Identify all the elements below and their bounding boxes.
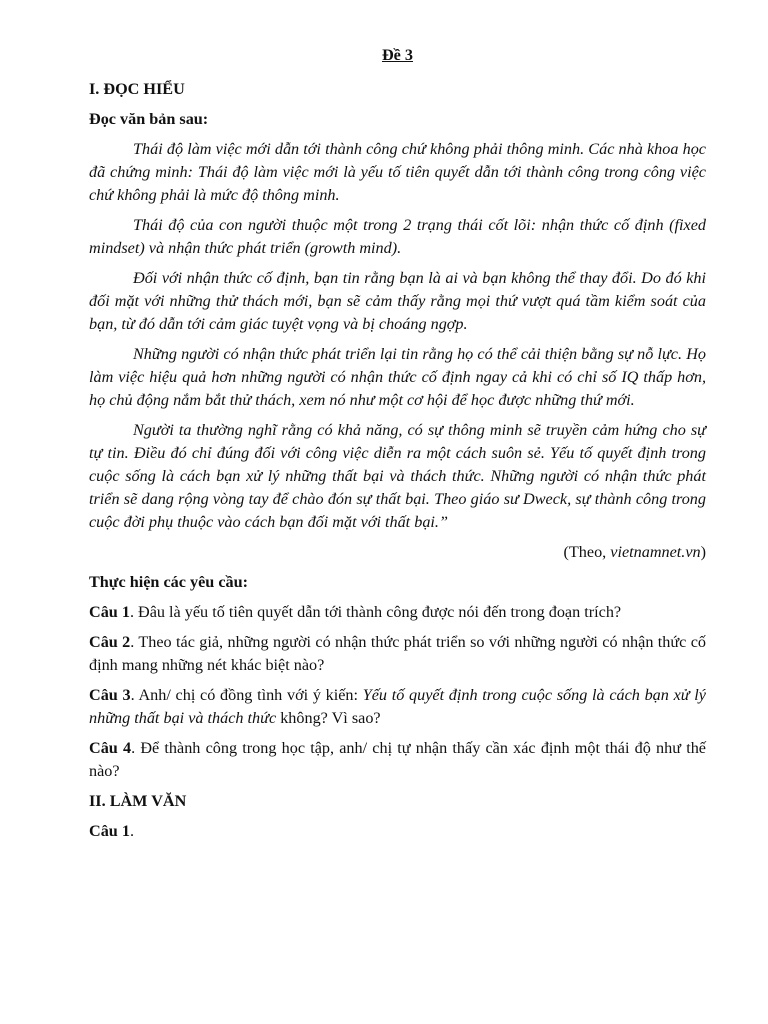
exam-title: Đề 3 <box>381 46 413 64</box>
question-3-label: Câu 3 <box>89 686 131 704</box>
writing-question-1-label: Câu 1 <box>89 822 130 840</box>
question-3-text-a: . Anh/ chị có đồng tình với ý kiến: <box>130 686 363 704</box>
passage-paragraph-2: Thái độ của con người thuộc một trong 2 trạng thái cốt lõi: nhận thức cố định (fixed mindset) và nhận thức phát triển (growth mind). <box>89 216 706 257</box>
question-1-label: Câu 1 <box>89 603 130 621</box>
question-2 <box>89 631 706 677</box>
question-4 <box>89 737 706 783</box>
passage-source <box>89 541 706 564</box>
tasks-heading: Thực hiện các yêu cầu: <box>89 573 248 591</box>
question-3 <box>89 684 706 730</box>
passage <box>89 138 706 534</box>
reading-instruction: Đọc văn bản sau: <box>89 110 209 128</box>
source-prefix: (Theo, <box>563 543 611 561</box>
source-site: vietnamnet.vn <box>610 543 701 561</box>
question-3-quote: Yếu tố quyết định trong cuộc sống là cách bạn xử lý những thất bại và thách thức <box>89 686 706 727</box>
question-2-text: . Theo tác giả, những người có nhận thức phát triển so với những người có nhận thức cố định mang những nét khác biệt nào? <box>89 633 706 674</box>
question-1-text: . Đâu là yếu tố tiên quyết dẫn tới thành công được nói đến trong đoạn trích? <box>129 603 622 621</box>
passage-paragraph-5: Người ta thường nghĩ rằng có khả năng, có sự thông minh sẽ truyền cảm hứng cho sự tự tin. Điều đó chỉ đúng đối với công việc diễn ra một cách suôn sẻ. Yếu tố quyết định trong cuộc sống là cách bạn xử lý những thất bại và thách thức. Những người có nhận thức phát triển sẽ dang rộng vòng tay để chào đón sự thất bại. Theo giáo sư Dweck, sự thành công trong cuộc đời phụ thuộc vào cách bạn đối mặt với thất bại.” <box>89 421 706 531</box>
question-3-text-b: không? Vì sao? <box>276 709 381 727</box>
passage-paragraph-3: Đối với nhận thức cố định, bạn tin rằng bạn là ai và bạn không thể thay đổi. Do đó khi đối mặt với những thử thách mới, bạn sẽ cảm thấy rằng mọi thứ vượt quá tầm kiểm soát của bạn, từ đó dẫn tới cảm giác tuyệt vọng và bị choáng ngợp. <box>89 269 706 333</box>
document-page <box>89 44 706 850</box>
question-2-label: Câu 2 <box>89 633 131 651</box>
question-4-text: . Để thành công trong học tập, anh/ chị tự nhận thấy cần xác định một thái độ như thế nào? <box>89 739 706 780</box>
source-suffix: ) <box>700 543 706 561</box>
question-1 <box>89 601 706 624</box>
question-4-label: Câu 4 <box>89 739 132 757</box>
passage-paragraph-4: Những người có nhận thức phát triển lại tin rằng họ có thể cải thiện bằng sự nỗ lực. Họ làm việc hiệu quả hơn những người có nhận thức cố định ngay cả khi có chỉ số IQ thấp hơn, họ chủ động nắm bắt thử thách, xem nó như một cơ hội để học được những thứ mới. <box>89 345 706 409</box>
writing-question-1 <box>89 820 706 843</box>
passage-paragraph-1: Thái độ làm việc mới dẫn tới thành công chứ không phải thông minh. Các nhà khoa học đã chứng minh: Thái độ làm việc mới là yếu tố tiên quyết dẫn tới thành công trong công việc chứ không phải là mức độ thông minh. <box>89 140 706 204</box>
section-heading-writing: II. LÀM VĂN <box>89 792 187 810</box>
writing-question-1-text: . <box>129 822 134 840</box>
section-heading-reading: I. ĐỌC HIỂU <box>89 80 185 98</box>
